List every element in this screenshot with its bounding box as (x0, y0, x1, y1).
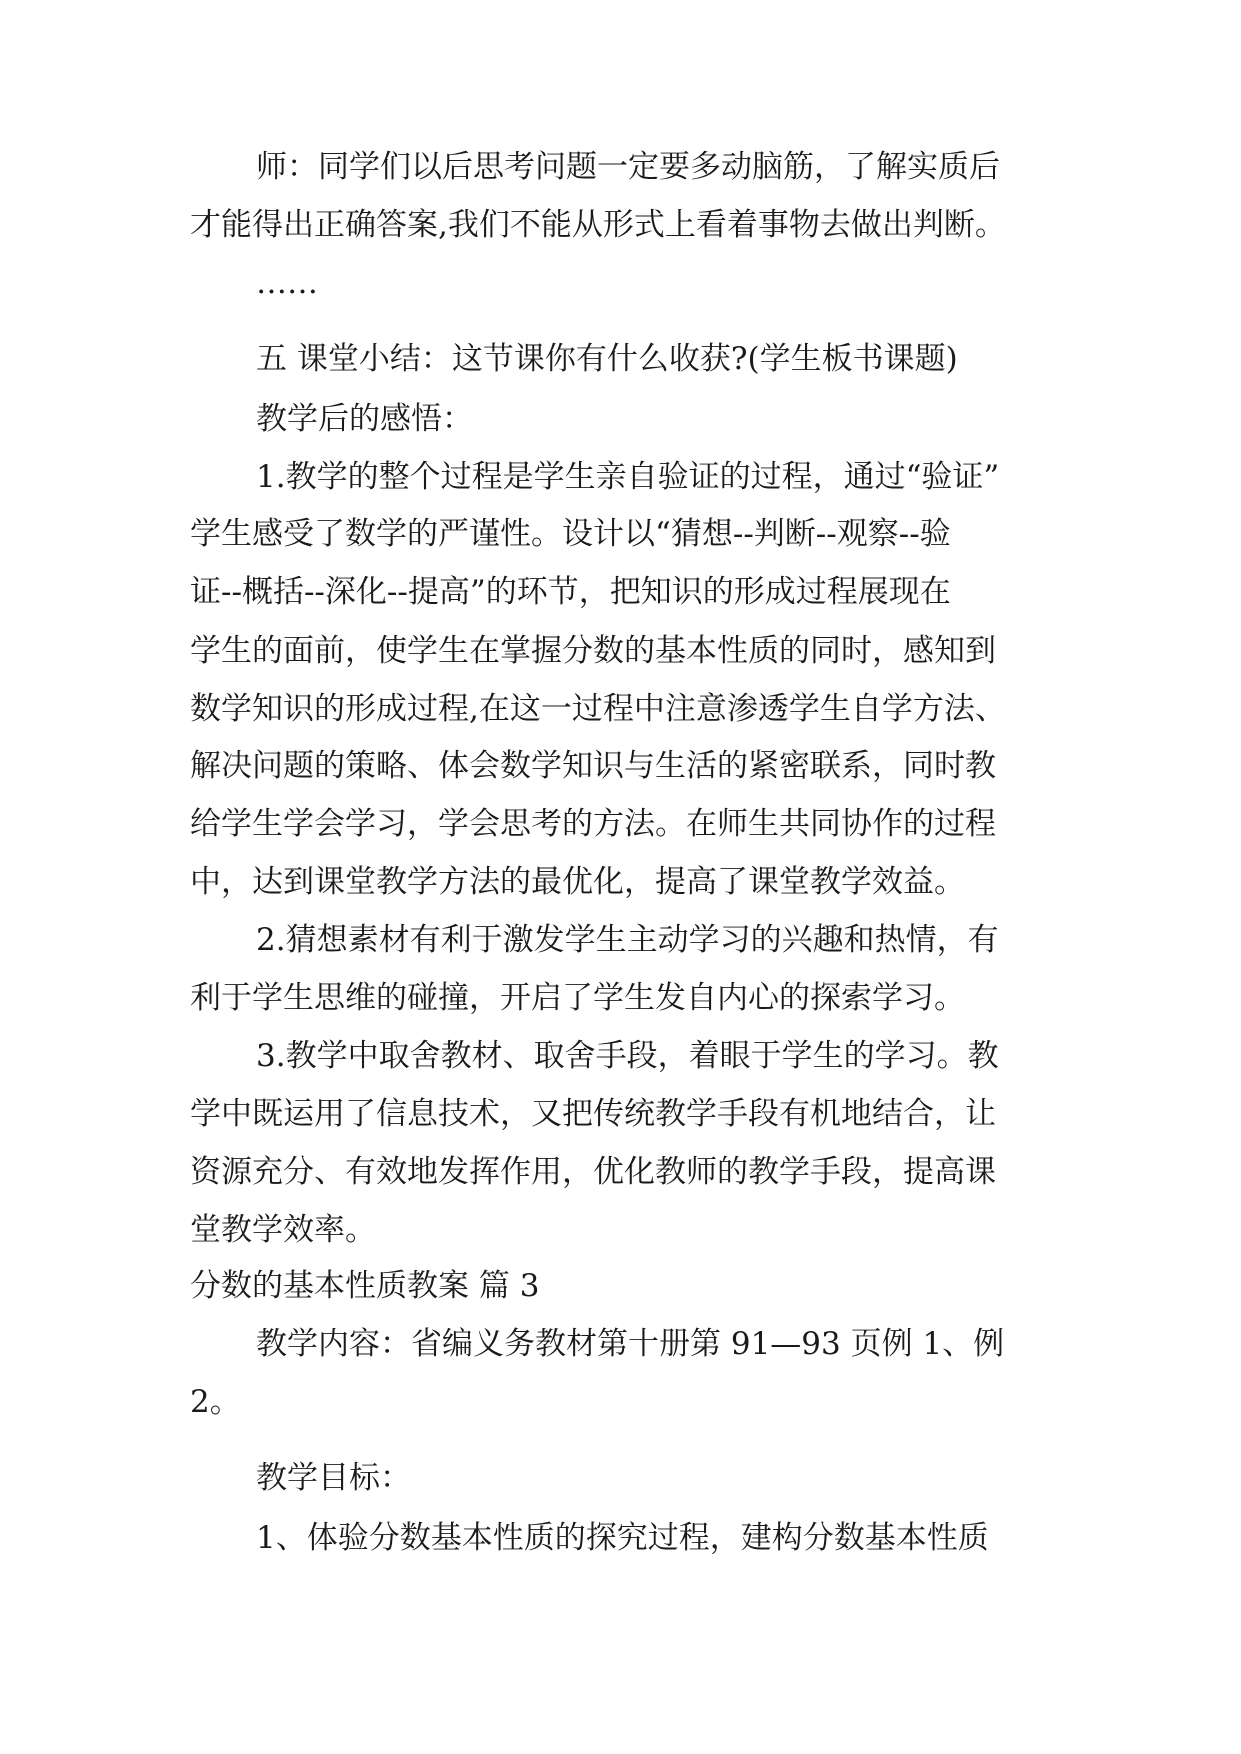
text-line: 堂教学效率。 (190, 1212, 376, 1248)
text-line: 1.教学的整个过程是学生亲自验证的过程，通过“验证” (256, 459, 1000, 495)
text-line: 教学内容：省编义务教材第十册第 91—93 页例 1、例 (256, 1326, 1005, 1362)
text-line: 学中既运用了信息技术，又把传统教学手段有机地结合，让 (190, 1096, 996, 1132)
text-line: 才能得出正确答案,我们不能从形式上看着事物去做出判断。 (190, 207, 1006, 243)
text-line: …… (256, 265, 318, 301)
text-line: 学生的面前，使学生在掌握分数的基本性质的同时，感知到 (190, 633, 996, 669)
text-line: 师：同学们以后思考问题一定要多动脑筋，了解实质后 (256, 149, 1000, 185)
text-line: 证--概括--深化--提高”的环节，把知识的形成过程展现在 (190, 574, 951, 610)
text-line: 解决问题的策略、体会数学知识与生活的紧密联系，同时教 (190, 748, 996, 784)
section-heading: 分数的基本性质教案 篇 3 (190, 1268, 540, 1304)
text-line: 学生感受了数学的严谨性。设计以“猜想--判断--观察--验 (190, 516, 951, 552)
text-line: 2.猜想素材有利于激发学生主动学习的兴趣和热情，有 (256, 922, 999, 958)
text-line: 给学生学会学习，学会思考的方法。在师生共同协作的过程 (190, 806, 996, 842)
text-line: 数学知识的形成过程,在这一过程中注意渗透学生自学方法、 (190, 691, 1006, 727)
text-line: 2。 (190, 1384, 241, 1420)
text-line: 五 课堂小结：这节课你有什么收获?(学生板书课题) (256, 341, 958, 377)
text-line: 1、体验分数基本性质的探究过程，建构分数基本性质 (256, 1520, 989, 1556)
text-line: 3.教学中取舍教材、取舍手段，着眼于学生的学习。教 (256, 1038, 999, 1074)
text-line: 利于学生思维的碰撞，开启了学生发自内心的探索学习。 (190, 980, 965, 1016)
text-line: 中，达到课堂教学方法的最优化，提高了课堂教学效益。 (190, 864, 965, 900)
text-line: 资源充分、有效地发挥作用，优化教师的教学手段，提高课 (190, 1154, 996, 1190)
text-line: 教学后的感悟： (256, 401, 473, 437)
text-line: 教学目标： (256, 1460, 411, 1496)
